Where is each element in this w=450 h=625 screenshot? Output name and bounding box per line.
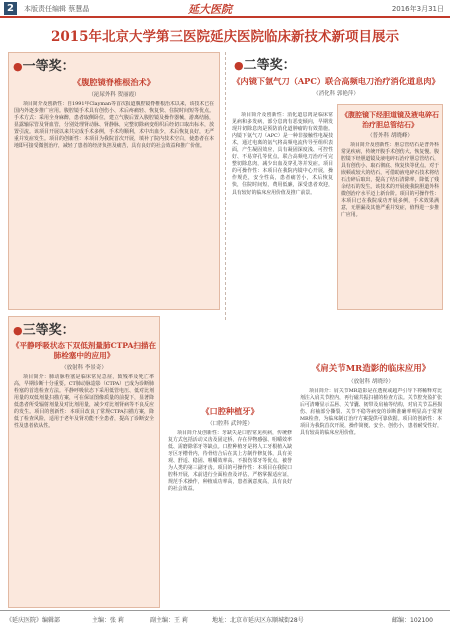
column-divider (225, 52, 226, 320)
article-author: （泌尿外科 贺丽霞） (88, 92, 140, 98)
page-footer (0, 610, 450, 625)
article-title: 《口腔种植牙》 (201, 406, 259, 416)
article-author: （口腔科 武钟莲） (207, 421, 253, 427)
article-body: 项目简介及创新性：消化道息肉是临床常见病和多发病，部分息肉有恶变倾向，早期发现并切除息肉是预防消化道肿瘤的有效措施。内镜下氩气刀（APC）是一种非接触性电凝技术，通过电离的氩气将高频电流传导至组织表面，产生凝固效应，具有凝固深度浅、可控性好、不易穿孔等优点。联合高频电刀治疗可完整切除息肉，减少出血及穿孔等并发症。项目的可操作性：本项目在我院内镜中心开展，操作规范，安全性高，患者痛苦小，术后恢复快，住院时间短，费用低廉，深受患者欢迎，具有较好的临床应用价值及推广前景。 (232, 112, 333, 196)
article-second-prize-biliary (337, 104, 443, 310)
page-number: 2 (4, 2, 17, 15)
article-author: （放射科 胡晓玲） (348, 379, 394, 385)
article-title: 《腹腔镜脊椎根治术》 (73, 77, 155, 87)
page-header (0, 0, 450, 18)
masthead-logo: 延大医院 (188, 3, 232, 16)
article-author: （普外科 胡晓峰） (367, 133, 413, 139)
page-title: 2015年北京大学第三医院延庆医院临床新技术新项目展示 (50, 29, 400, 45)
award-heading: ●三等奖： (13, 323, 75, 338)
article-body: 项目简介及创新性：胆总管结石是普外科常见疾病，传统开腹手术创伤大、恢复慢。腹腔镜下经胆道镜及液电碎石治疗胆总管结石，具有创伤小、取石彻底、恢复快等优点。对于嵌顿或较大的结石，可借助液电碎石技术将结石击碎后取出，提高了结石清除率，降低了残余结石的发生。该技术的开展使我院胆道外科微创治疗水平迈上新台阶。项目的可操作性：本项目已在我院成功开展多例，手术效果满意，无胆漏及其他严重并发症，值得进一步推广应用。 (341, 142, 439, 219)
article-title: 《腹腔镜下经胆道镜及液电碎石治疗胆总管结石》 (341, 110, 439, 129)
article-body: 项目简介：肺动脉栓塞是临床常见急症，致残率及死亡率高，早期诊断十分重要。CT肺动脉造影（CTPA）已成为诊断肺栓塞的首选检查方法。平静呼吸状态下采用低管电压、低对比剂用量的双低剂量扫描方案，可在保证图像质量的前提下，显著降低患者所受辐射剂量及对比剂用量，减少对比剂肾病等不良反应的发生。项目的创新性：本项目改良了常规CTPA扫描方案，降低了检查风险，适用于老年及肾功能不全患者，提高了诊断安全性及患者依从性。 (14, 374, 154, 430)
article-dental-implant (166, 316, 294, 608)
article-body-col1 (230, 112, 335, 312)
footer-deputy-editor: 副主编：王 莉 (150, 617, 188, 624)
column-editor: 本版责任编辑 蔡慧晶 (24, 5, 90, 13)
article-author: （消化科 郭艳萍） (313, 91, 359, 97)
article-author: （放射科 李景奇） (61, 365, 107, 371)
award-heading: ●一等奖： (13, 59, 75, 74)
article-shoulder-mr (298, 316, 444, 608)
article-first-prize (8, 52, 220, 310)
footer-postcode: 邮编：102100 (392, 617, 433, 624)
footer-address: 地址：北京市延庆区东顺城街28号 (212, 617, 304, 624)
footer-publication: 《延庆医院》编辑部 (6, 617, 61, 624)
footer-editor: 主编：张 莉 (92, 617, 124, 624)
article-body: 项目简介：肩关节MR造影是在透视或超声引导下将稀释对比剂注入肩关节腔内，再行磁共振扫描的检查方法。关节腔充盈扩张后可清晰显示盂唇、关节囊、韧带及肩袖等结构，对肩关节盂唇损伤、肩袖部分撕裂、关节不稳等病变的诊断准确率明显高于常规MR检查，为临床制订治疗方案提供可靠依据。项目的创新性：本项目为我院首次开展，操作简便、安全、创伤小，患者耐受性好，具有较高的临床应用价值。 (300, 388, 442, 437)
article-body: 项目简介及创新性：牙缺失是口腔常见疾病，传统修复方式包括活动义齿及固定桥，存在异物感强、咀嚼效率低、需磨除邻牙等缺点。口腔种植牙是将人工牙根植入缺牙区牙槽骨内，待骨结合后在其上方制作修复体，具有美观、舒适、稳固、咀嚼效率高、不损伤邻牙等优点，被誉为人类的第三副牙齿。项目的可操作性：本项目在我院口腔科开展，术前进行全面检查及评估，严格掌握适应证，规范手术操作，种植成功率高，患者满意度高，具有良好的社会效益。 (168, 430, 292, 493)
issue-date: 2016年3月31日 (391, 5, 444, 13)
award-heading: ●二等奖： (234, 58, 296, 73)
article-title: 《肩关节MR造影的临床应用》 (311, 364, 431, 374)
article-third-prize-ctpa (8, 316, 160, 608)
article-title: 《内镜下氩气刀（APC）联合高频电刀治疗消化道息肉》 (232, 76, 440, 86)
article-body: 项目简介及创新性：自1991年Clayman等首次报道腹腔镜脊椎根治术以来，该技术已在国内外逐步推广应用。腹腔镜手术具有创伤小、术后疼痛轻、恢复快、住院时间短等优点。手术方式：采用全身麻醉，患者取侧卧位，建立气腹后置入腹腔镜及操作器械，游离结肠，显露输尿管及肾血管，分别处理肾动脉、肾静脉，完整切除病变组织后经切口取出标本，放置引流。该项目开展以来共完成手术多例，手术均顺利，术中出血少，术后恢复良好，无严重并发症发生。项目的创新性：本项目为我院首次开展，填补了院内技术空白，使患者在本地即可接受微创治疗，减轻了患者的经济负担及痛苦，具有良好的社会效益和推广价值。 (14, 101, 214, 150)
article-title: 《平静呼吸状态下双低剂量肺CTPA扫描在肺栓塞中的应用》 (11, 341, 157, 360)
